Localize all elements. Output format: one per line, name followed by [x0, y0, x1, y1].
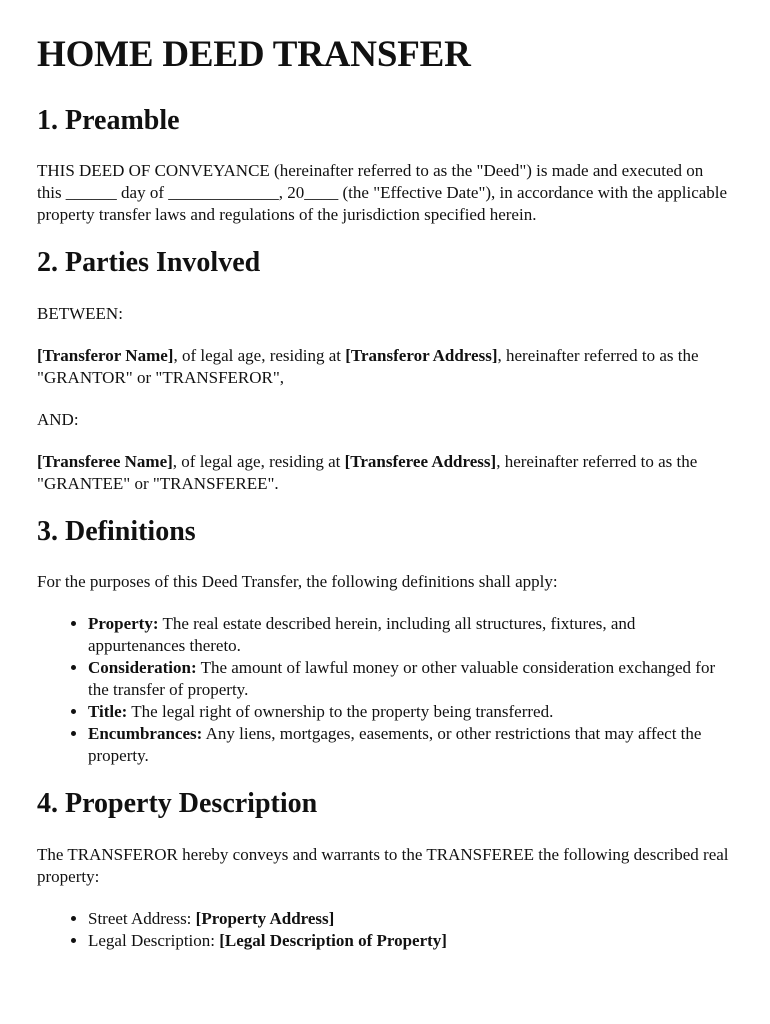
definition-term: Title: — [88, 702, 128, 722]
list-item — [88, 723, 730, 767]
list-item — [88, 701, 730, 723]
definition-text: The real estate described herein, including all structures, fixtures, and appurtenances thereto. — [88, 614, 636, 656]
transferor-end-text: , hereinafter referred to as the "GRANTOR" or "TRANSFEROR", — [37, 345, 699, 387]
property-field-label: Street Address: — [88, 908, 196, 928]
list-item — [88, 657, 730, 701]
transferor-mid-text: , of legal age, residing at — [173, 345, 346, 365]
transferee-address-placeholder: [Transferee Address] — [344, 451, 497, 471]
section-property-description — [37, 787, 730, 952]
section-heading-preamble: 1. Preamble — [37, 104, 180, 136]
property-field-label: Legal Description: — [88, 930, 220, 950]
property-field-value: [Property Address] — [195, 908, 335, 928]
definitions-intro: For the purposes of this Deed Transfer, the following definitions shall apply: — [37, 572, 558, 592]
transferee-paragraph — [37, 451, 730, 495]
list-item — [88, 908, 730, 930]
definition-text: Any liens, mortgages, easements, or other restrictions that may affect the property. — [88, 724, 702, 766]
section-parties — [37, 246, 730, 495]
property-intro: The TRANSFEROR hereby conveys and warrants to the TRANSFEREE the following described real property: — [37, 844, 729, 886]
transferor-name-placeholder: [Transferor Name] — [37, 345, 174, 365]
definition-term: Consideration: — [88, 658, 197, 678]
section-definitions — [37, 515, 730, 768]
definition-text: The amount of lawful money or other valuable consideration exchanged for the transfer of property. — [88, 658, 716, 700]
preamble-text: THIS DEED OF CONVEYANCE (hereinafter referred to as the "Deed") is made and executed on this ______ day of _____________, 20____ (the "Effective Date"), in accordance with the applicable property transfer laws and regulations of the jurisdiction specified herein. — [37, 161, 728, 225]
list-item — [88, 613, 730, 657]
section-heading-parties: 2. Parties Involved — [37, 247, 261, 279]
property-field-value: [Legal Description of Property] — [219, 930, 447, 950]
and-label: AND: — [37, 409, 79, 429]
definitions-list — [37, 613, 730, 767]
document-title: HOME DEED TRANSFER — [37, 34, 471, 75]
definition-term: Property: — [88, 614, 159, 634]
transferee-mid-text: , of legal age, residing at — [172, 451, 345, 471]
definition-text: The legal right of ownership to the property being transferred. — [127, 702, 554, 722]
section-preamble — [37, 104, 730, 227]
transferor-paragraph — [37, 345, 730, 389]
between-label: BETWEEN: — [37, 303, 123, 323]
section-heading-property: 4. Property Description — [37, 788, 318, 820]
list-item — [88, 930, 730, 952]
section-heading-definitions: 3. Definitions — [37, 515, 196, 547]
definition-term: Encumbrances: — [88, 724, 203, 744]
transferee-name-placeholder: [Transferee Name] — [37, 451, 173, 471]
property-list — [37, 908, 730, 952]
transferor-address-placeholder: [Transferor Address] — [345, 345, 498, 365]
transferee-end-text: , hereinafter referred to as the "GRANTEE" or "TRANSFEREE". — [37, 451, 698, 493]
